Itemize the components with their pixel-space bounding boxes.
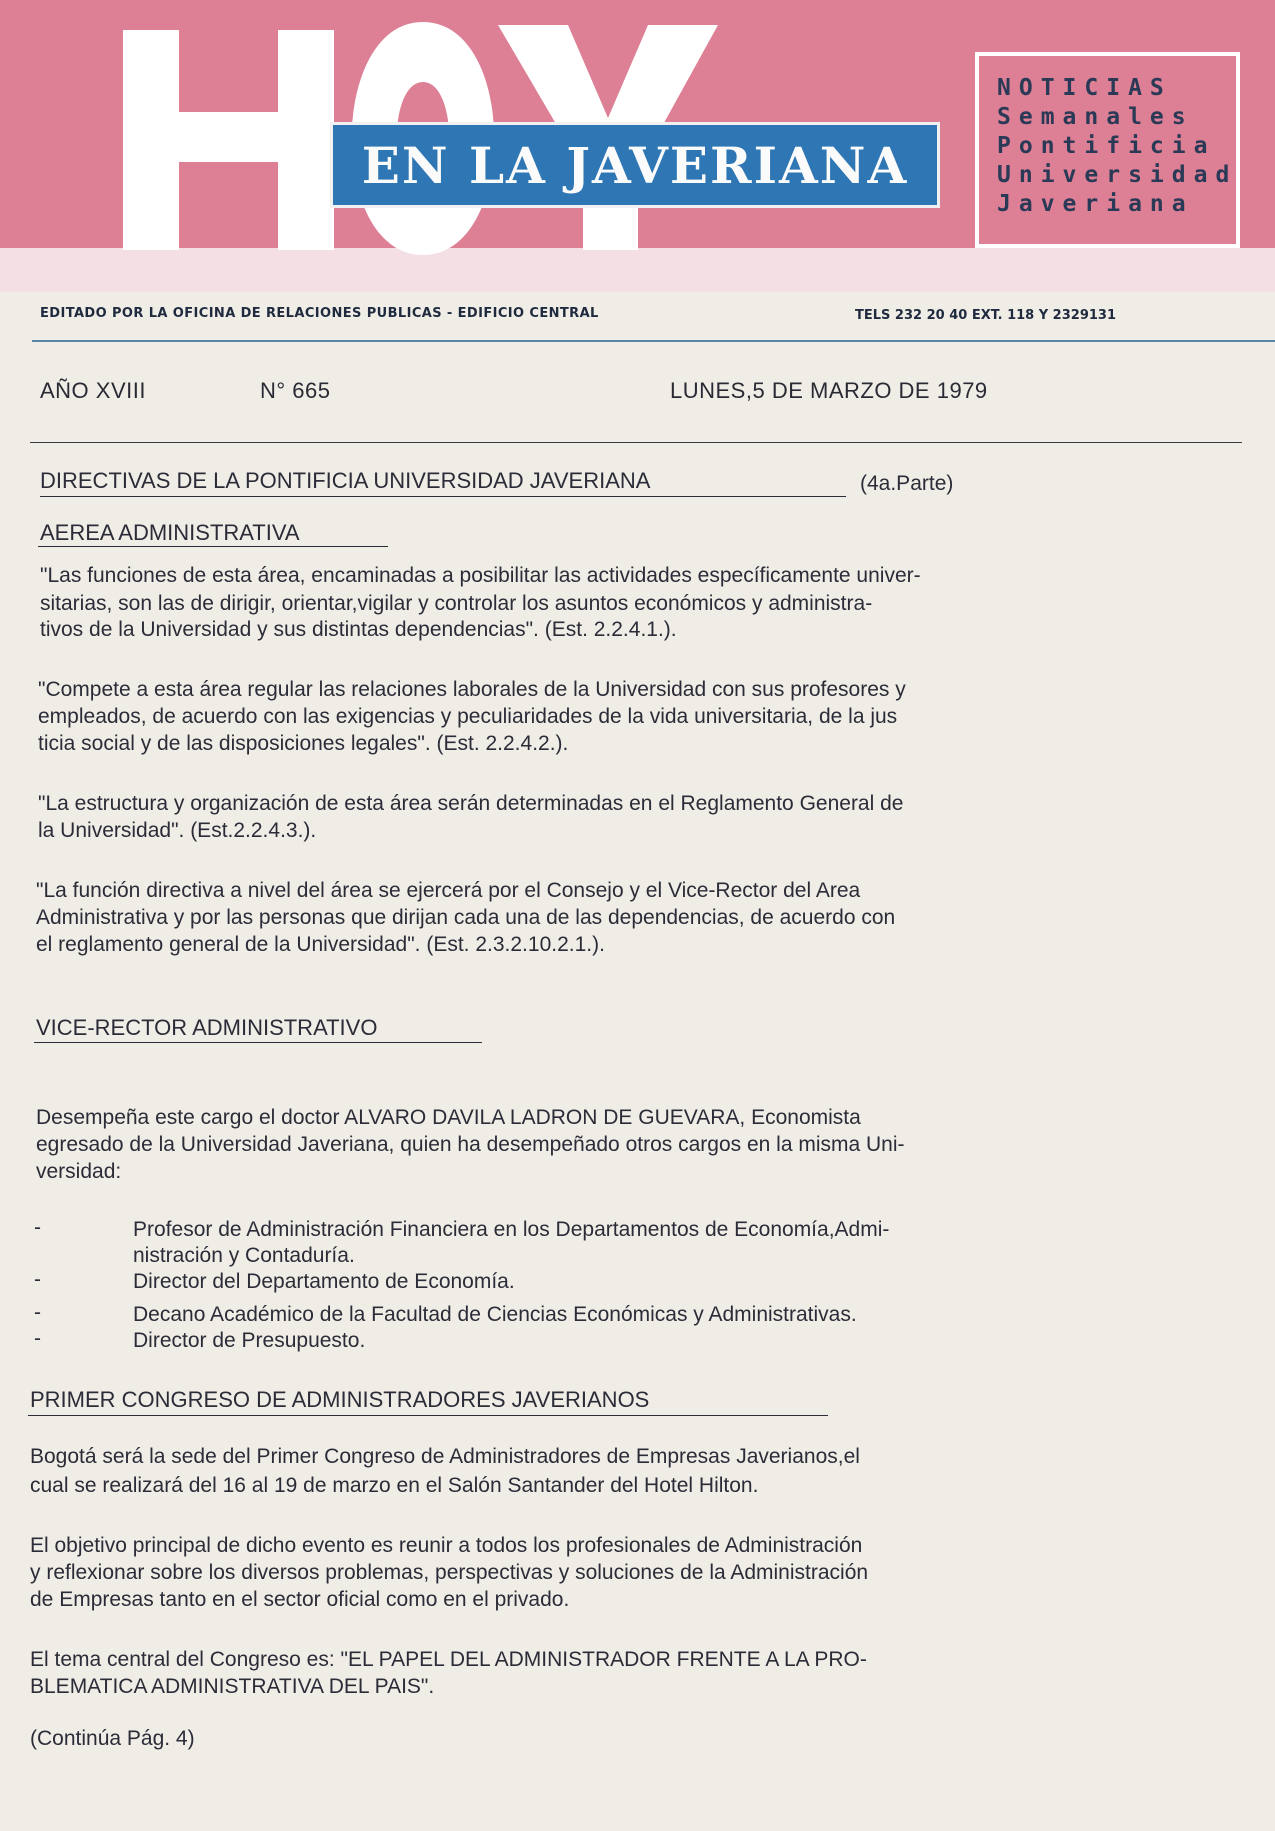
paragraph-line: sitarias, son las de dirigir, orientar,vigilar y controlar los asuntos económicos y administra-	[40, 592, 873, 615]
paragraph-line: ticia social y de las disposiciones legales". (Est. 2.2.4.2.).	[38, 732, 569, 755]
paragraph-line: El tema central del Congreso es: "EL PAPEL DEL ADMINISTRADOR FRENTE A LA PRO-	[30, 1648, 867, 1671]
noticias-line: Universidad	[997, 162, 1238, 188]
paragraph-line: y reflexionar sobre los diversos problemas, perspectivas y soluciones de la Administración	[30, 1561, 869, 1584]
editor-line: EDITADO POR LA OFICINA DE RELACIONES PUBLICAS - EDIFICIO CENTRAL	[40, 306, 599, 321]
title-underline	[40, 496, 846, 497]
list-dash: -	[34, 1268, 41, 1291]
divider	[30, 442, 1242, 443]
issue-date: LUNES,5 DE MARZO DE 1979	[670, 378, 988, 403]
paragraph-line: el reglamento general de la Universidad". (Est. 2.3.2.10.2.1.).	[36, 933, 605, 956]
list-item: Director de Presupuesto.	[133, 1329, 366, 1352]
noticias-line: Pontificia	[997, 133, 1216, 159]
masthead	[0, 0, 1275, 292]
subtitle-text: EN LA JAVERIANA	[361, 135, 909, 195]
paragraph-line: de Empresas tanto en el sector oficial como en el privado.	[30, 1588, 570, 1611]
list-dash: -	[34, 1327, 41, 1350]
paragraph-line: BLEMATICA ADMINISTRATIVA DEL PAIS".	[30, 1675, 435, 1698]
subtitle-banner	[330, 122, 940, 208]
divider	[32, 340, 1275, 342]
list-dash: -	[34, 1216, 41, 1239]
list-item-continuation: nistración y Contaduría.	[133, 1244, 355, 1267]
article-title: DIRECTIVAS DE LA PONTIFICIA UNIVERSIDAD JAVERIANA	[40, 468, 651, 493]
telephone-line: TELS 232 20 40 EXT. 118 Y 2329131	[855, 308, 1116, 323]
paragraph-line: cual se realizará del 16 al 19 de marzo en el Salón Santander del Hotel Hilton.	[30, 1474, 759, 1497]
issue-number: N° 665	[260, 378, 331, 403]
paragraph-line: "Compete a esta área regular las relaciones laborales de la Universidad con sus profesores y	[38, 678, 906, 701]
section-heading: AEREA ADMINISTRATIVA	[40, 520, 300, 545]
noticias-line: NOTICIAS	[997, 75, 1172, 101]
paragraph-line: tivos de la Universidad y sus distintas dependencias". (Est. 2.2.4.1.).	[40, 618, 677, 641]
noticias-line: Semanales	[997, 104, 1194, 130]
section-heading: VICE-RECTOR ADMINISTRATIVO	[36, 1015, 378, 1040]
paragraph-line: empleados, de acuerdo con las exigencias y peculiaridades de la vida universitaria, de la jus	[38, 705, 898, 728]
paragraph-line: El objetivo principal de dicho evento es reunir a todos los profesionales de Administración	[30, 1534, 863, 1557]
continued-note: (Continúa Pág. 4)	[30, 1727, 195, 1750]
heading-underline	[38, 546, 388, 547]
paragraph-line: "Las funciones de esta área, encaminadas a posibilitar las actividades específicamente univer-	[40, 564, 921, 587]
paragraph-line: Bogotá será la sede del Primer Congreso de Administradores de Empresas Javerianos,el	[30, 1445, 860, 1468]
article-title-suffix: (4a.Parte)	[860, 472, 954, 495]
paragraph-line: Administrativa y por las personas que dirijan cada una de las dependencias, de acuerdo con	[36, 906, 896, 929]
noticias-box	[975, 52, 1240, 248]
paragraph-line: Desempeña este cargo el doctor ALVARO DAVILA LADRON DE GUEVARA, Economista	[36, 1106, 861, 1129]
list-dash: -	[34, 1301, 41, 1324]
paragraph-line: "La función directiva a nivel del área se ejercerá por el Consejo y el Vice-Rector del Area	[36, 879, 861, 902]
list-item: Director del Departamento de Economía.	[133, 1270, 515, 1293]
section-heading: PRIMER CONGRESO DE ADMINISTRADORES JAVERIANOS	[30, 1387, 650, 1412]
heading-underline	[34, 1042, 482, 1043]
paragraph-line: egresado de la Universidad Javeriana, quien ha desempeñado otros cargos en la misma Uni-	[36, 1133, 905, 1156]
issue-year: AÑO XVIII	[40, 378, 146, 403]
paragraph-line: "La estructura y organización de esta área serán determinadas en el Reglamento General de	[38, 792, 904, 815]
heading-underline	[28, 1415, 828, 1416]
list-item: Profesor de Administración Financiera en los Departamentos de Economía,Admi-	[133, 1218, 890, 1241]
paragraph-line: la Universidad". (Est.2.2.4.3.).	[38, 819, 317, 842]
list-item: Decano Académico de la Facultad de Ciencias Económicas y Administrativas.	[133, 1303, 857, 1326]
noticias-line: Javeriana	[997, 191, 1194, 217]
paragraph-line: versidad:	[36, 1160, 122, 1183]
